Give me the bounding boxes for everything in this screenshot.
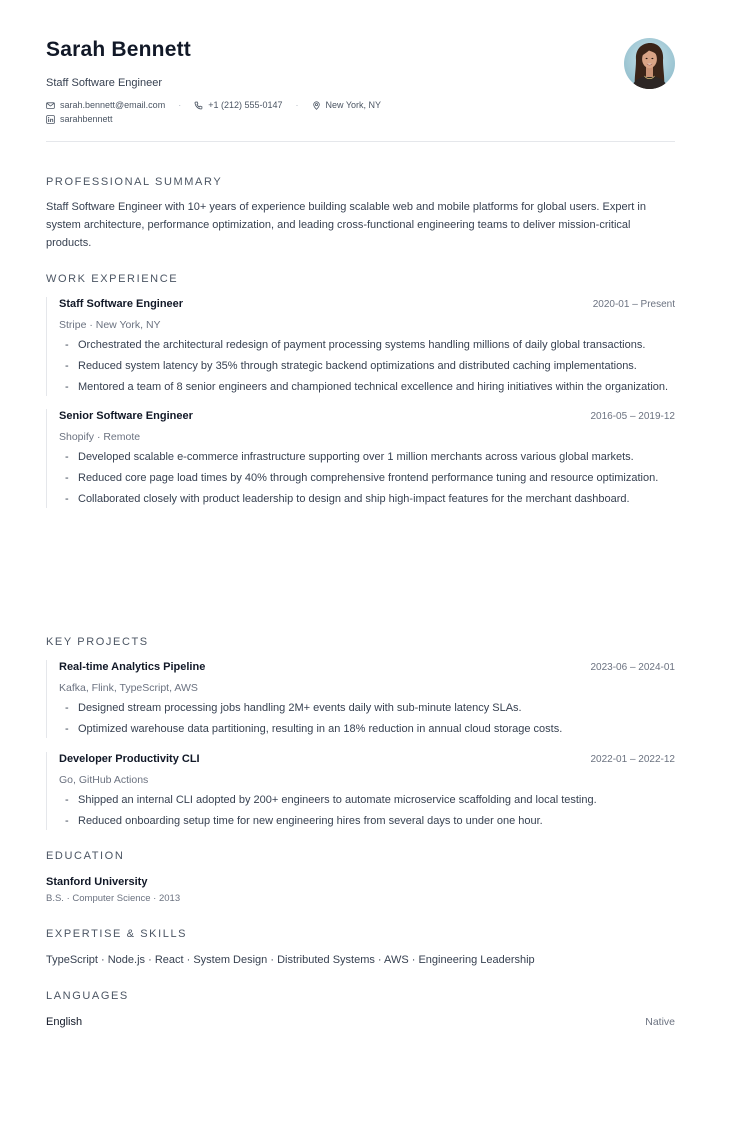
avatar bbox=[624, 38, 675, 89]
contact-email[interactable] bbox=[46, 98, 165, 112]
language-name: English bbox=[46, 1016, 83, 1028]
bullet-item: - Reduced onboarding setup time for new engineering hires from several days to under one hour. bbox=[59, 812, 675, 830]
job-bullets bbox=[59, 448, 675, 508]
linkedin-text: sarahbennett bbox=[60, 114, 113, 124]
summary-text: Staff Software Engineer with 10+ years of experience building scalable web and mobile platforms for global users. Expert in system architecture, performance optimization, and leading cross-functional engineering teams to deliver mission-critical products. bbox=[46, 201, 646, 249]
summary-section bbox=[46, 175, 675, 252]
bullet-item: - Reduced core page load times by 40% through comprehensive frontend performance tuning and resource optimization. bbox=[59, 469, 675, 487]
language-row bbox=[46, 1015, 675, 1029]
header-divider bbox=[46, 141, 675, 142]
phone-text: +1 (212) 555-0147 bbox=[208, 100, 283, 110]
job-title: Staff Software Engineer bbox=[59, 298, 184, 310]
bullet-item: - Developed scalable e-commerce infrastructure supporting over 1 million merchants across various global markets. bbox=[59, 448, 675, 466]
project-entry bbox=[46, 752, 675, 830]
project-name: Real-time Analytics Pipeline bbox=[59, 661, 206, 673]
education-school: Stanford University bbox=[46, 876, 148, 888]
section-heading: WORK EXPERIENCE bbox=[46, 273, 179, 285]
bullet-item: - Reduced system latency by 35% through strategic backend optimizations and distributed caching implementations. bbox=[59, 357, 675, 375]
section-heading: LANGUAGES bbox=[46, 990, 129, 1002]
bullet-item: - Optimized warehouse data partitioning, resulting in an 18% reduction in annual cloud storage costs. bbox=[59, 720, 675, 738]
job-bullets bbox=[59, 336, 675, 396]
candidate-name: Sarah Bennett bbox=[46, 38, 191, 61]
project-bullets bbox=[59, 699, 675, 738]
project-tech: Kafka, Flink, TypeScript, AWS bbox=[59, 682, 198, 694]
skills-section bbox=[46, 927, 675, 967]
bullet-item: - Orchestrated the architectural redesign of payment processing systems handling millions of daily global transactions. bbox=[59, 336, 675, 354]
bullet-item: - Collaborated closely with product leadership to design and ship high-impact features for the merchant dashboard. bbox=[59, 490, 675, 508]
location-text: New York, NY bbox=[325, 100, 382, 110]
contact-separator: · bbox=[295, 100, 299, 110]
section-heading: PROFESSIONAL SUMMARY bbox=[46, 176, 223, 188]
contact-info bbox=[46, 98, 675, 126]
contact-row bbox=[46, 98, 675, 112]
experience-section bbox=[46, 272, 675, 508]
contact-separator: · bbox=[178, 100, 182, 110]
contact-location bbox=[312, 98, 382, 112]
entry-header bbox=[59, 297, 675, 312]
contact-row bbox=[46, 112, 675, 126]
project-name: Developer Productivity CLI bbox=[59, 753, 200, 765]
bullet-item: - Shipped an internal CLI adopted by 200+ engineers to automate microservice scaffolding and local testing. bbox=[59, 791, 675, 809]
project-bullets bbox=[59, 791, 675, 830]
resume-header bbox=[46, 36, 675, 126]
skills-list: TypeScript · Node.js · React · System Design · Distributed Systems · AWS · Engineering Leadership bbox=[46, 954, 535, 966]
education-detail: B.S. · Computer Science · 2013 bbox=[46, 893, 181, 904]
section-heading: KEY PROJECTS bbox=[46, 636, 149, 648]
avatar-portrait bbox=[624, 38, 675, 89]
contact-linkedin[interactable] bbox=[46, 112, 113, 126]
language-level: Native bbox=[645, 1016, 675, 1028]
project-dates: 2022-01 – 2022-12 bbox=[590, 754, 675, 765]
projects-section bbox=[46, 635, 675, 830]
project-entry bbox=[46, 660, 675, 738]
resume-page bbox=[46, 36, 675, 1028]
bullet-item: - Designed stream processing jobs handling 2M+ events daily with sub-minute latency SLAs. bbox=[59, 699, 675, 717]
job-title: Senior Software Engineer bbox=[59, 410, 193, 422]
bullet-item: - Mentored a team of 8 senior engineers and championed technical excellence and hiring initiatives within the organization. bbox=[59, 378, 675, 396]
job-dates: 2016-05 – 2019-12 bbox=[590, 411, 675, 422]
languages-section bbox=[46, 989, 675, 1029]
section-heading: EDUCATION bbox=[46, 850, 125, 862]
entry-header bbox=[59, 752, 675, 767]
section-heading: EXPERTISE & SKILLS bbox=[46, 928, 188, 940]
email-text: sarah.bennett@email.com bbox=[60, 100, 166, 110]
linkedin-icon bbox=[46, 115, 55, 124]
candidate-title: Staff Software Engineer bbox=[46, 77, 162, 89]
job-company: Stripe · New York, NY bbox=[59, 319, 161, 331]
entry-header bbox=[59, 660, 675, 675]
job-company: Shopify · Remote bbox=[59, 431, 141, 443]
phone-icon bbox=[194, 101, 203, 110]
contact-phone[interactable] bbox=[194, 98, 282, 112]
job-dates: 2020-01 – Present bbox=[592, 299, 675, 310]
experience-entry bbox=[46, 409, 675, 508]
mail-icon bbox=[46, 101, 55, 110]
education-section bbox=[46, 849, 675, 906]
experience-entry bbox=[46, 297, 675, 396]
project-dates: 2023-06 – 2024-01 bbox=[590, 662, 675, 673]
map-pin-icon bbox=[312, 101, 321, 110]
entry-header bbox=[59, 409, 675, 424]
project-tech: Go, GitHub Actions bbox=[59, 774, 149, 786]
